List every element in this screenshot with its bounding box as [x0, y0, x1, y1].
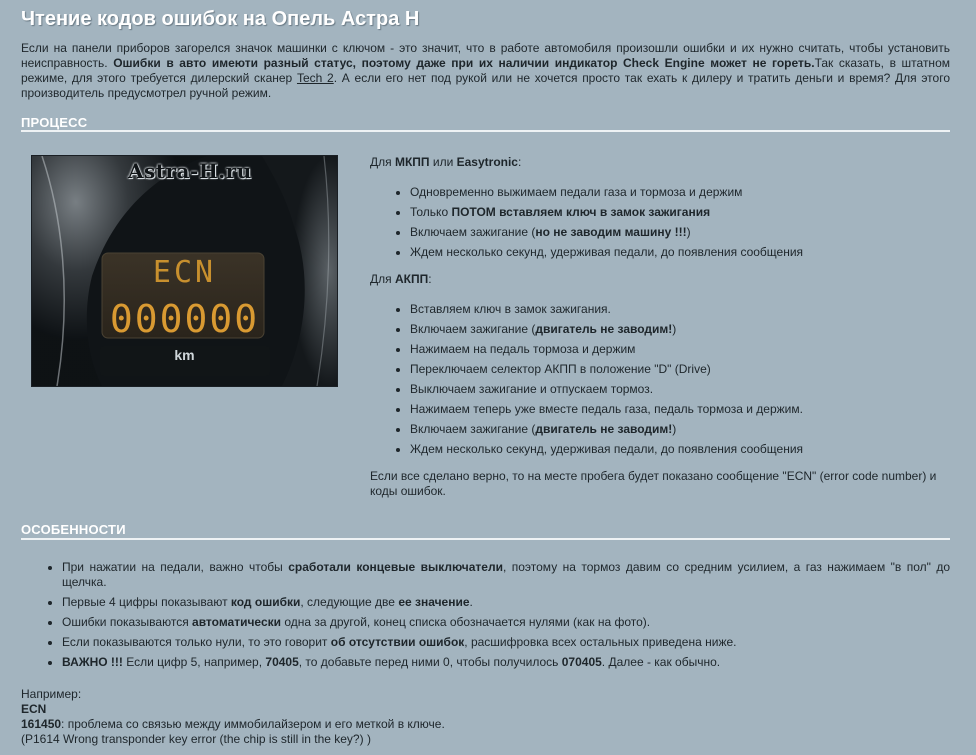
feature-bold: код ошибки: [230, 595, 301, 609]
step-text: ): [686, 225, 691, 239]
error-code: 161450: [21, 717, 62, 731]
feature-text: одна за другой, конец списка обозначается нулями (как на фото).: [281, 615, 651, 629]
step-text: Ждем несколько секунд, удерживая педали, до появления сообщения: [410, 245, 804, 259]
example-block: [21, 687, 950, 747]
result-note: Если все сделано верно, то на месте пробега будет показано сообщение "ECN" (error code number) и коды ошибок.: [370, 469, 937, 498]
step-text: Вставляем ключ в замок зажигания.: [410, 302, 611, 316]
feature-text: Ошибки показываются: [62, 615, 193, 629]
list-item: [390, 402, 803, 422]
step-bold: но не заводим машину !!!: [535, 225, 687, 239]
mkpp-label: МКПП: [394, 155, 430, 169]
feature-text: , поэтому на тормоз давим со средним усилием, а газ нажимаем "в пол" до щелчка.: [62, 560, 950, 589]
feature-bold: сработали концевые выключатели: [288, 560, 503, 574]
step-text: Включаем зажигание (: [410, 322, 536, 336]
features-list: [42, 560, 950, 675]
step-bold: двигатель не заводим!: [535, 322, 673, 336]
auto-prefix: Для: [370, 272, 395, 286]
process-divider: [21, 130, 950, 132]
step-text: ): [672, 322, 677, 336]
list-item: [390, 245, 803, 265]
step-bold: двигатель не заводим!: [535, 422, 673, 436]
list-item: [390, 205, 803, 225]
intro-paragraph: [21, 41, 950, 101]
step-text: Включаем зажигание (: [410, 422, 536, 436]
list-item: [390, 382, 803, 402]
feature-bold: ее значение: [398, 595, 470, 609]
feature-text: Если показываются только нули, то это говорит: [62, 635, 331, 649]
example-label: Например:: [21, 687, 82, 701]
list-item: [390, 225, 803, 245]
example-code-6: 070405: [561, 655, 602, 669]
manual-prefix: Для: [370, 155, 395, 169]
feature-text: , то добавьте перед ними 0, чтобы получилось: [298, 655, 562, 669]
list-item: [390, 442, 803, 462]
manual-heading: [370, 155, 521, 170]
feature-text: , следующие две: [300, 595, 399, 609]
auto-heading: [370, 272, 432, 287]
intro-text-2: Так сказать, в штатном режиме, для этого требуется дилерский сканер: [21, 56, 950, 85]
step-text: Только: [410, 205, 452, 219]
easytronic-label: Easytronic: [456, 155, 518, 169]
display-ecn: ECN: [152, 255, 217, 290]
error-description: : проблема со связью между иммобилайзером и его меткой в ключе.: [61, 717, 445, 731]
watermark: Astra-H.ru: [128, 159, 252, 183]
list-item: [390, 362, 803, 382]
step-text: Ждем несколько секунд, удерживая педали, до появления сообщения: [410, 442, 804, 456]
list-item: [42, 635, 950, 650]
list-item: [390, 422, 803, 442]
list-item-important: [42, 655, 950, 670]
list-item: [390, 185, 803, 205]
process-heading: ПРОЦЕСС: [21, 115, 88, 130]
feature-text: . Далее - как обычно.: [601, 655, 721, 669]
features-heading: ОСОБЕННОСТИ: [21, 522, 126, 537]
manual-steps: [390, 185, 803, 265]
important-label: ВАЖНО !!!: [62, 655, 123, 669]
step-text: ): [672, 422, 677, 436]
unit-km: km: [174, 347, 195, 363]
intro-bold: Ошибки в авто имеюти разный статус, поэтому даже при их наличии индикатор Check Engine может не гореть.: [113, 56, 815, 70]
feature-text: При нажатии на педали, важно чтобы: [62, 560, 289, 574]
auto-suffix: :: [428, 272, 432, 286]
feature-bold: автоматически: [192, 615, 281, 629]
feature-text: , расшифровка всех остальных приведена ниже.: [464, 635, 737, 649]
example-english: (P1614 Wrong transponder key error (the chip is still in the key?) ): [21, 732, 371, 746]
manual-mid: или: [429, 155, 457, 169]
intro-text-1: Если на панели приборов загорелся значок машинки с ключом - это значит, что в работе автомобиля произошли ошибки и их нужно считать, чтобы установить неисправность.: [21, 41, 950, 70]
list-item: [390, 322, 803, 342]
step-text: Выключаем зажигание и отпускаем тормоз.: [410, 382, 654, 396]
list-item: [390, 342, 803, 362]
features-divider: [21, 538, 950, 540]
feature-text: Если цифр 5, например,: [122, 655, 266, 669]
tech2-link[interactable]: Tech 2: [296, 71, 334, 85]
example-line: [21, 717, 950, 732]
list-item: [42, 595, 950, 610]
ecn-label: ECN: [21, 702, 47, 716]
feature-text: Первые 4 цифры показывают: [62, 595, 231, 609]
list-item: [42, 560, 950, 590]
akpp-label: АКПП: [394, 272, 429, 286]
step-text: Нажимаем на педаль тормоза и держим: [410, 342, 636, 356]
page-title: Чтение кодов ошибок на Опель Астра H: [21, 8, 420, 30]
dashboard-photo: [31, 155, 338, 387]
step-text: Нажимаем теперь уже вместе педаль газа, педаль тормоза и держим.: [410, 402, 803, 416]
manual-suffix: :: [517, 155, 522, 169]
list-item: [390, 302, 803, 322]
feature-text: .: [469, 595, 473, 609]
intro-text-3: . А если его нет под рукой или не хочется просто так ехать к дилеру и тратить деньги и время? Для этого производитель предусмотрел ручной режим.: [21, 71, 951, 100]
auto-steps: [390, 302, 803, 462]
step-text: Включаем зажигание (: [410, 225, 536, 239]
step-text: Одновременно выжимаем педали газа и тормоза и держим: [410, 185, 743, 199]
list-item: [42, 615, 950, 630]
feature-bold: об отсутствии ошибок: [330, 635, 465, 649]
step-bold: ПОТОМ вставляем ключ в замок зажигания: [451, 205, 711, 219]
display-digits: 000000: [109, 297, 260, 341]
step-text: Переключаем селектор АКПП в положение "D" (Drive): [410, 362, 711, 376]
example-code-5: 70405: [265, 655, 299, 669]
